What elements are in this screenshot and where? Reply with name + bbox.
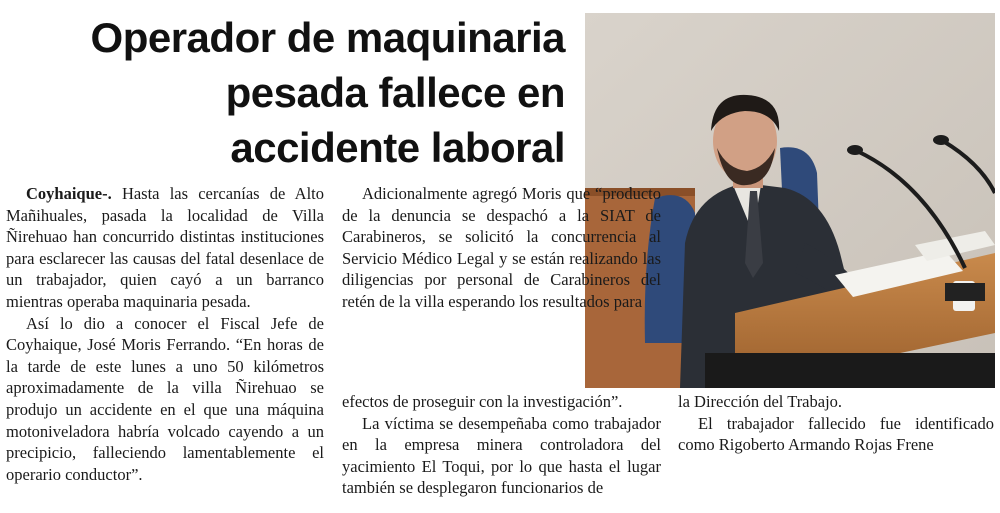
- paragraph-end: efectos de proseguir con la investigación”.: [342, 392, 623, 411]
- paragraph: [6, 183, 324, 313]
- paragraph: La víctima se desempeñaba como trabajador en la empresa minera controladora del yacimiento El Toqui, por lo que hasta el lugar también se desplegaron funcionarios de: [342, 413, 661, 498]
- paragraph: Así lo dio a conocer el Fiscal Jefe de Coyhaique, José Moris Ferrando. “En horas de la tarde de este lunes a uno 50 kilómetros aproximadamente de la villa Ñirehuao se produjo un accidente en el que una máquina motoniveladora habría volcado cayendo a un precipicio, falleciendo lamentablemente el operario conductor”.: [6, 313, 324, 484]
- headline-line-1: Operador de maquinaria: [90, 14, 565, 61]
- article-column-1: [6, 183, 324, 485]
- paragraph: El trabajador fallecido fue identificado como Rigoberto Armando Rojas Frene: [678, 413, 994, 455]
- dateline: Coyhaique-.: [26, 184, 112, 203]
- article-column-3: [678, 391, 994, 456]
- article-column-2: [342, 183, 661, 313]
- headline: [0, 10, 565, 175]
- headline-line-3: accidente laboral: [230, 124, 565, 171]
- paragraph: Adicionalmente agregó Moris que “producto de la denuncia se despachó a la SIAT de Carabineros, se solicitó la concurrencia al Servicio Médico Legal y se están realizando las diligencias por personal de Carabineros del retén de la villa esperando los resultados para: [342, 184, 661, 311]
- paragraph-text: Hasta las cercanías de Alto Mañihuales, pasada la localidad de Villa Ñirehuao han concurrido distintas instituciones para esclarecer las causas del fatal desenlace de un trabajador, quien cayó a un barranco mientras operaba maquinaria pesada.: [6, 184, 324, 311]
- article-column-2-continued: [342, 391, 661, 499]
- headline-line-2: pesada fallece en: [225, 69, 565, 116]
- paragraph: la Dirección del Trabajo.: [678, 392, 843, 411]
